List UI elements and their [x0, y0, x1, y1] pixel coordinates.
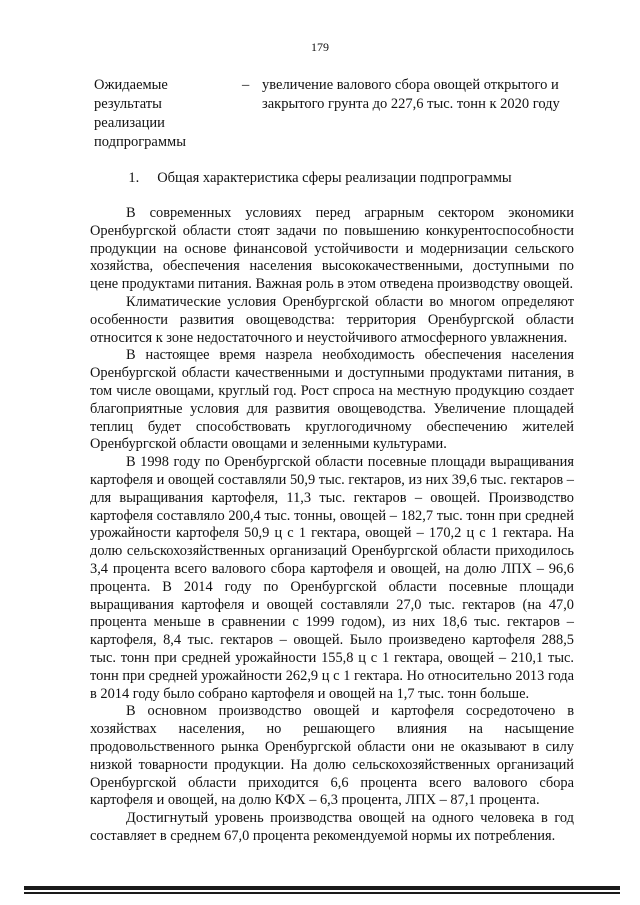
expected-results-dash: –: [242, 77, 250, 93]
paragraph: В 1998 году по Оренбургской области посевные площади выращивания картофеля и овощей составляли 50,9 тыс. гектаров, из них 39,6 тыс. гектаров – для выращивания картофеля, 11,3 тыс. гектаров – овощей. Производство картофеля составляло 200,4 тыс. тонны, овощей – 182,7 тыс. тонн при средней урожайности картофеля 50,9 ц с 1 гектара, овощей – 170,2 ц с 1 гектара. На долю сельскохозяйственных организаций Оренбургской области приходилось 3,4 процента всего валового сбора картофеля и овощей, на долю ЛПХ – 96,6 процента. В 2014 году по Оренбургской области посевные площади выращивания картофеля и овощей составляли 27,0 тыс. гектаров (на 47,0 процента меньше в сравнении с 1999 годом), из них 18,6 тыс. гектаров – картофеля, 8,4 тыс. гектаров – овощей. Было произведено картофеля 288,5 тыс. тонн при средней урожайности 155,8 ц с 1 гектара, овощей – 210,1 тыс. тонн при средней урожайности 262,9 ц с 1 гектара. Но относительно 2013 года в 2014 году было собрано картофеля и овощей на 1,7 тыс. тонн больше.: [90, 454, 574, 702]
section-heading: [0, 170, 640, 187]
paragraph: В современных условиях перед аграрным сектором экономики Оренбургской области стоят задачи по повышению конкурентоспособности продукции на основе финансовой устойчивости и модернизации сельского хозяйства, обеспечения населения высококачественными, доступными по цене продуктами питания. Важная роль в этом отведена производству овощей.: [90, 205, 574, 293]
scan-edge-rule: [24, 886, 620, 890]
paragraph: Достигнутый уровень производства овощей на одного человека в год составляет в среднем 67,0 процента рекомендуемой нормы их потребления.: [90, 810, 574, 844]
page-number: 179: [311, 40, 329, 54]
paragraph: В основном производство овощей и картофеля сосредоточено в хозяйствах населения, но решающего влияния на насыщение продовольственного рынка Оренбургской области они не оказывают в силу низкой товарности продукции. На долю сельскохозяйственных организаций Оренбургской области приходится 6,6 процента всего валового сбора картофеля и овощей, на долю КФХ – 6,3 процента, ЛПХ – 87,1 процента.: [90, 703, 574, 809]
expected-results-value: увеличение валового сбора овощей открытого и закрытого грунта до 227,6 тыс. тонн к 2020 году: [262, 77, 560, 112]
expected-results-label: Ожидаемые результаты реализации подпрограммы: [94, 77, 186, 150]
paragraph: Климатические условия Оренбургской области во многом определяют особенности развития овощеводства: территория Оренбургской области относится к зоне недостаточного и неустойчивого атмосферного увлажнения.: [90, 293, 574, 346]
section-number: 1.: [128, 170, 140, 186]
scan-edge-rule-secondary: [24, 892, 620, 894]
paragraph: В настоящее время назрела необходимость обеспечения населения Оренбургской области качественными и доступными продуктами питания, в том числе овощами, круглый год. Рост спроса на местную продукцию создает благоприятные условия для развития овощеводства. Увеличение площадей теплиц будет способствовать круглогодичному обеспечению жителей Оренбургской области овощами и зеленными культурами.: [90, 347, 574, 453]
section-title: Общая характеристика сферы реализации подпрограммы: [157, 170, 512, 186]
body-text: [90, 205, 574, 846]
